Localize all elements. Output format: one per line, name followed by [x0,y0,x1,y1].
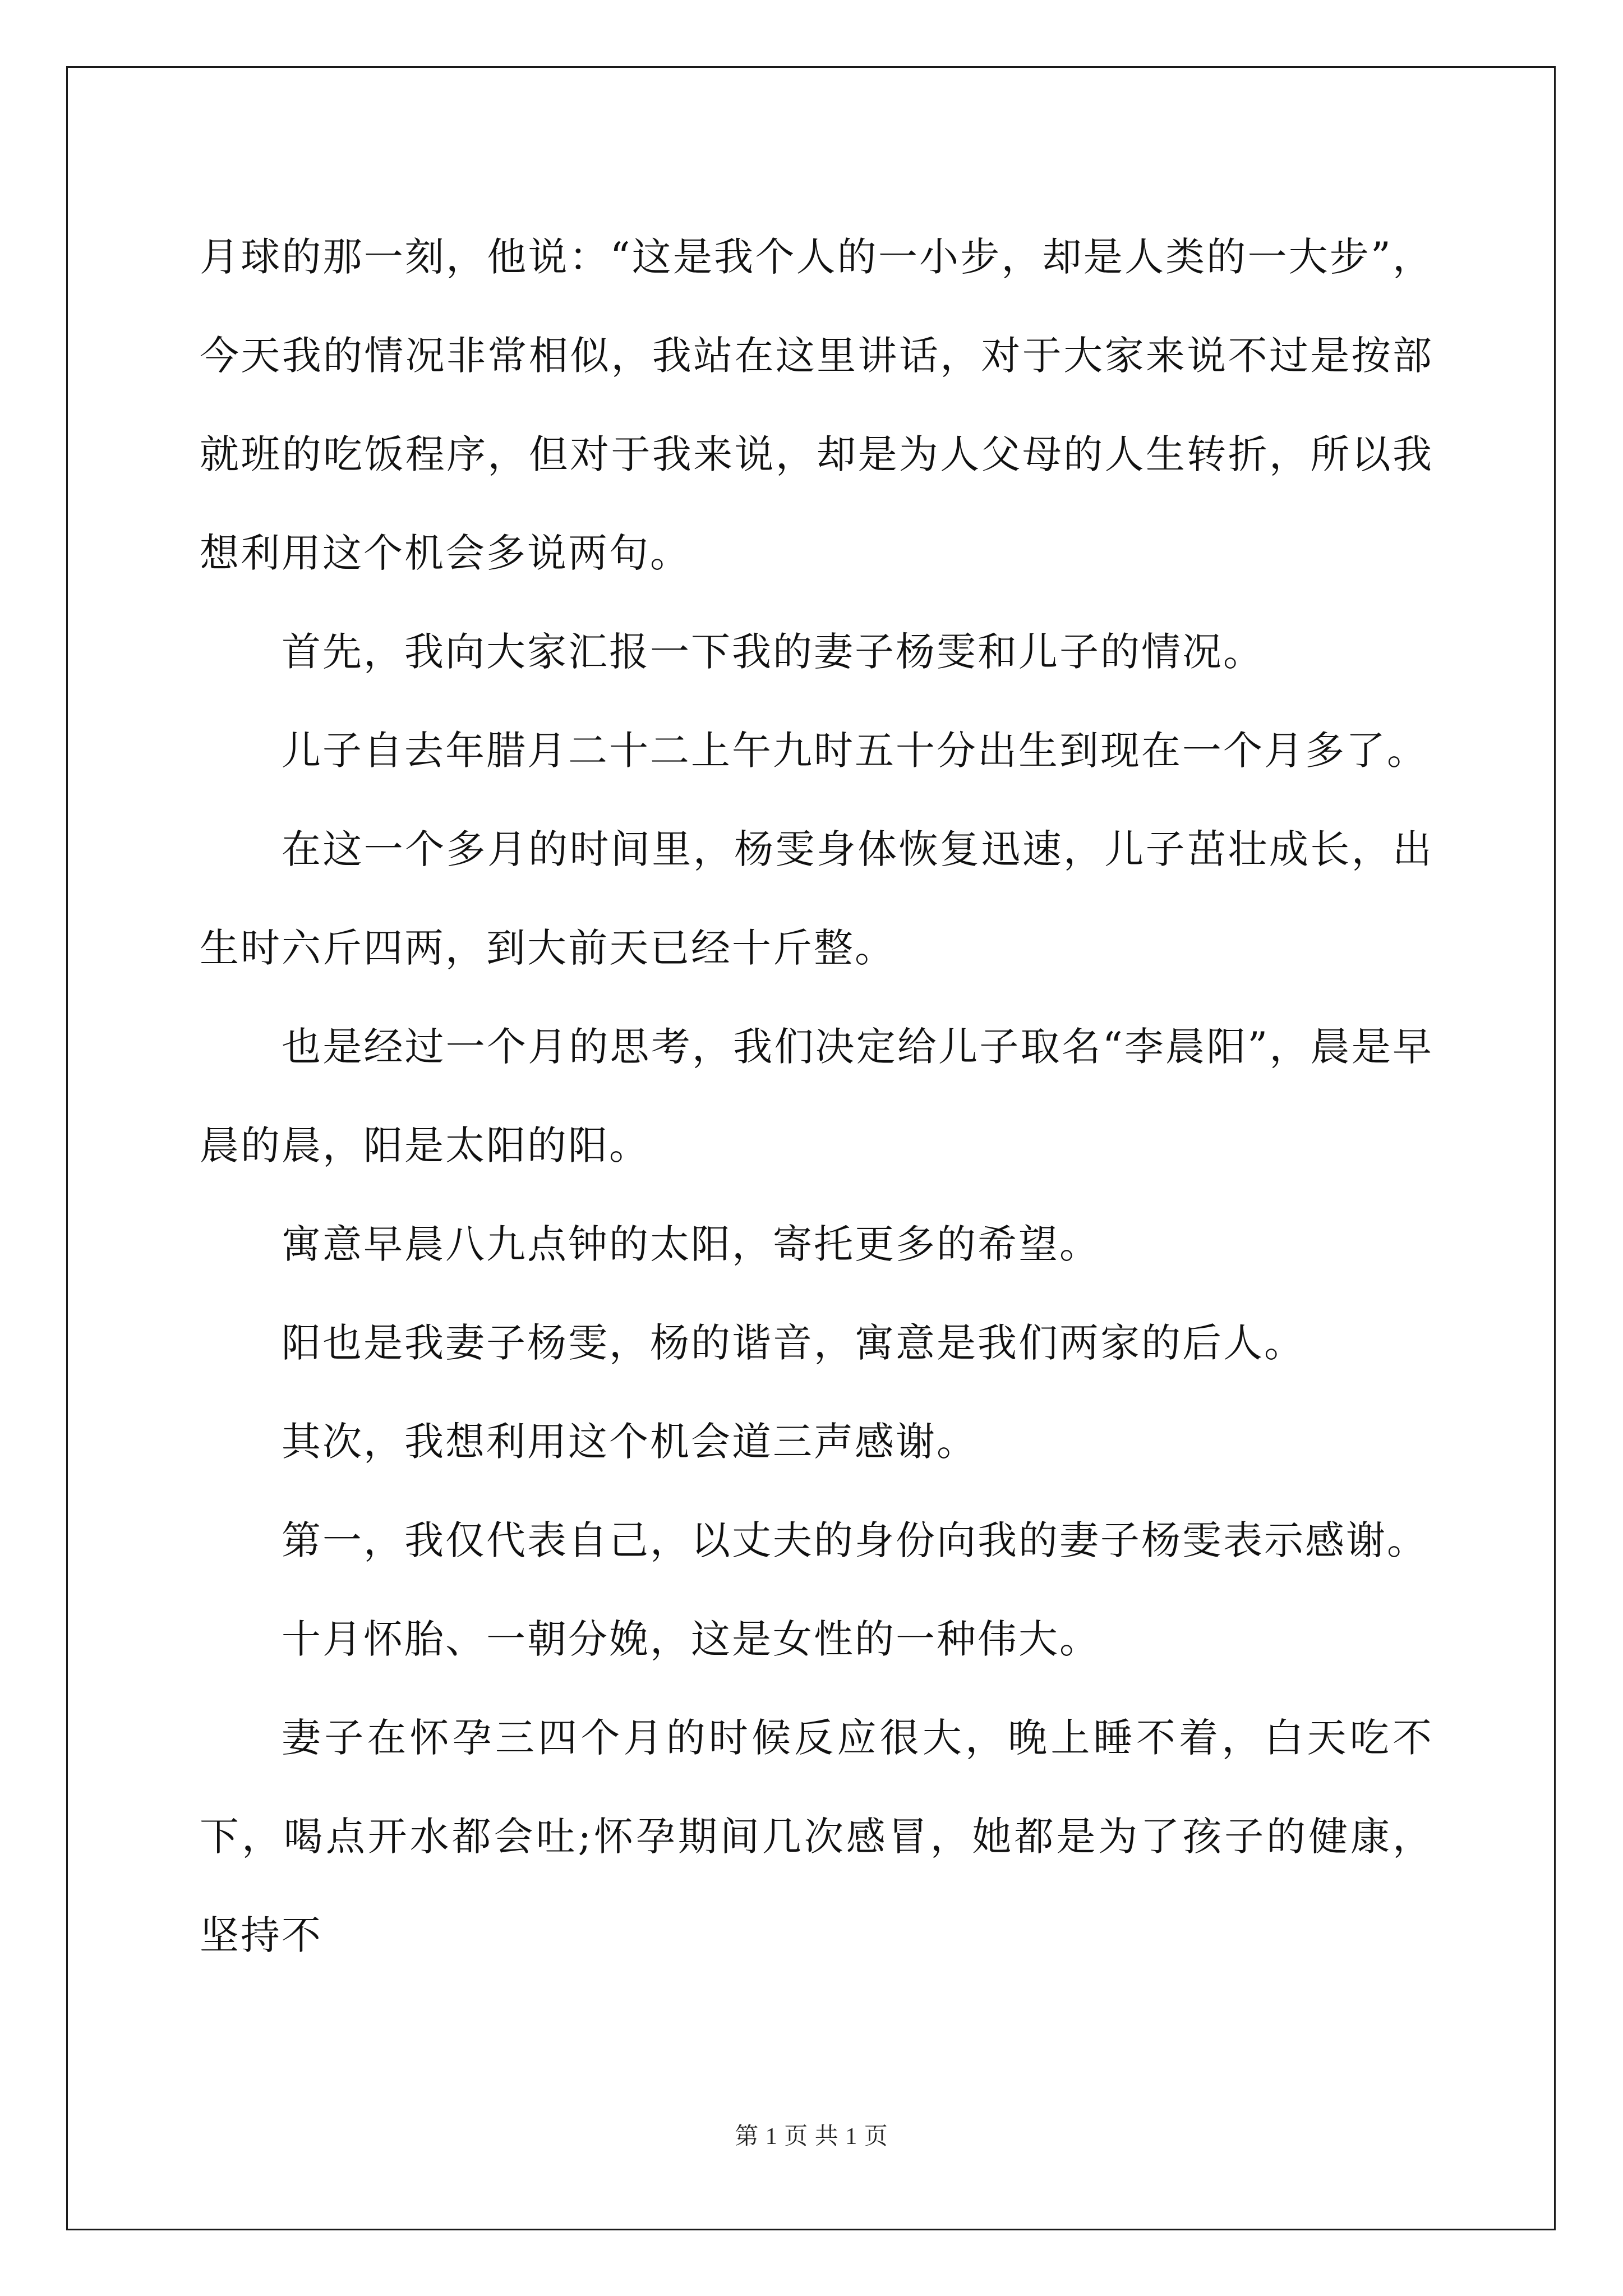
paragraph: 十月怀胎、一朝分娩，这是女性的一种伟大。 [282,1616,1100,1662]
paragraph: 月球的那一刻，他说：“这是我个人的一小步，却是人类的一大步”，今天我的情况非常相似，我站在这里讲话，对于大家来说不过是按部就班的吃饭程序，但对于我来说，却是为人父母的人生转折，所以我想利用这个机会多说两句。 [200,234,1433,576]
document-body [200,208,1433,1985]
paragraph: 其次，我想利用这个机会道三声感谢。 [282,1419,978,1465]
paragraph: 在这一个多月的时间里，杨雯身体恢复迅速，儿子茁壮成长，出生时六斤四两，到大前天已经十斤整。 [200,826,1433,971]
paragraph: 儿子自去年腊月二十二上午九时五十分出生到现在一个月多了。 [282,728,1428,774]
paragraph: 第一，我仅代表自己，以丈夫的身份向我的妻子杨雯表示感谢。 [282,1517,1428,1563]
paragraph: 阳也是我妻子杨雯，杨的谐音，寓意是我们两家的后人。 [282,1320,1305,1366]
paragraph: 也是经过一个月的思考，我们决定给儿子取名“李晨阳”，晨是早晨的晨，阳是太阳的阳。 [200,1024,1433,1168]
page-number-label: 第 1 页 共 1 页 [735,2124,888,2150]
page-footer [0,2118,1623,2151]
paragraph: 首先，我向大家汇报一下我的妻子杨雯和儿子的情况。 [282,629,1264,675]
paragraph: 妻子在怀孕三四个月的时候反应很大，晚上睡不着，白天吃不下，喝点开水都会吐;怀孕期间几次感冒，她都是为了孩子的健康，坚持不 [200,1715,1433,1958]
paragraph: 寓意早晨八九点钟的太阳，寄托更多的希望。 [282,1221,1100,1267]
